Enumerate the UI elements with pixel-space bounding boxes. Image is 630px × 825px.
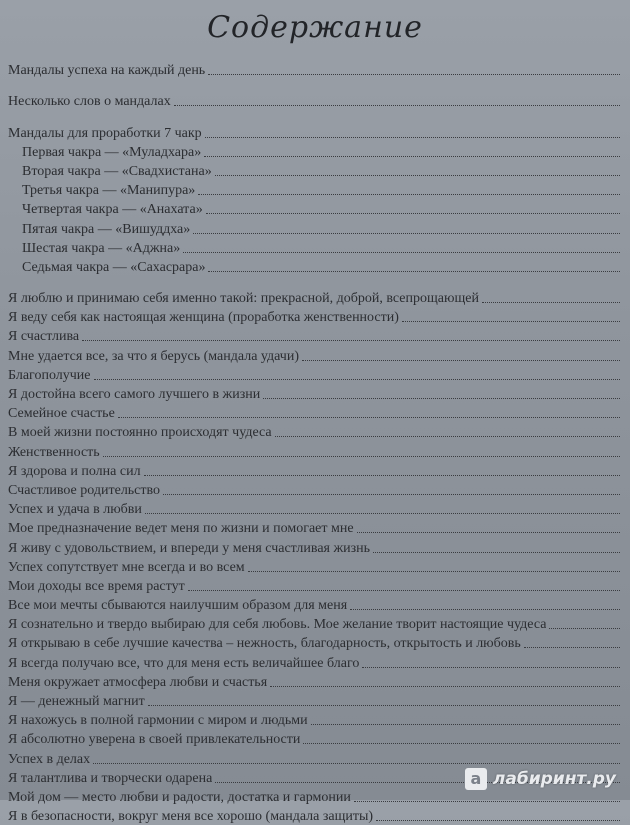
toc-entry (8, 557, 620, 576)
dotted-leader (198, 194, 620, 195)
toc-entry (8, 257, 620, 276)
toc-entry-label: Семейное счастье (8, 406, 115, 422)
dotted-leader (144, 475, 620, 476)
toc-entry (8, 307, 620, 326)
toc-entry (8, 595, 620, 614)
toc-entry (8, 288, 620, 307)
toc-entry-label: Я веду себя как настоящая женщина (проработка женственности) (8, 310, 399, 326)
toc-entry-label: Мое предназначение ведет меня по жизни и помогает мне (8, 521, 354, 537)
toc-entry-label: Я сознательно и твердо выбираю для себя любовь. Мое желание творит настоящие чудеса (8, 617, 547, 633)
dotted-leader (549, 628, 620, 629)
dotted-leader (376, 820, 620, 821)
dotted-leader (263, 398, 620, 399)
toc-entry (8, 199, 620, 218)
dotted-leader (118, 417, 620, 418)
dotted-leader (270, 686, 620, 687)
toc-entry (8, 365, 620, 384)
toc-entry (8, 672, 620, 691)
toc-entry-label: Я талантлива и творчески одарена (8, 770, 213, 786)
toc-entry-label: Мой дом — место любви и радости, достатка и гармонии (8, 789, 351, 805)
dotted-leader (145, 513, 620, 514)
toc-entry-label: Несколько слов о мандалах (8, 94, 171, 110)
toc-entry-label: Шестая чакра — «Аджна» (22, 240, 181, 256)
dotted-leader (248, 571, 620, 572)
toc-entry-label: Мандалы успеха на каждый день (8, 63, 206, 79)
toc-entry-label: Пятая чакра — «Вишуддха» (22, 221, 191, 237)
toc-entry-label: Четвертая чакра — «Анахата» (22, 202, 203, 218)
dotted-leader (208, 74, 620, 75)
dotted-leader (82, 340, 620, 341)
toc-entry (8, 91, 620, 110)
watermark-text: лабиринт.ру (492, 769, 616, 789)
watermark (465, 768, 616, 790)
toc-entry-label: Женственность (8, 444, 100, 460)
toc-entry-label: Я здорова и полна сил (8, 463, 141, 479)
toc-entry-label: Успех в делах (8, 751, 91, 767)
dotted-leader (311, 724, 620, 725)
toc-entry (8, 218, 620, 237)
table-of-contents (8, 60, 620, 825)
dotted-leader (357, 532, 620, 533)
toc-entry-label: Все мои мечты сбываются наилучшим образом для меня (8, 598, 348, 614)
dotted-leader (303, 743, 620, 744)
dotted-leader (94, 379, 621, 380)
toc-entry (8, 518, 620, 537)
toc-entry (8, 614, 620, 633)
toc-entry-label: Я счастлива (8, 329, 80, 345)
toc-entry (8, 142, 620, 161)
toc-entry (8, 238, 620, 257)
dotted-leader (354, 801, 620, 802)
toc-entry (8, 806, 620, 825)
toc-entry-label: Третья чакра — «Манипура» (22, 183, 196, 199)
toc-entry-label: Седьмая чакра — «Сахасрара» (22, 259, 206, 275)
dotted-leader (205, 137, 620, 138)
toc-entry-label: Я открываю в себе лучшие качества – нежность, благодарность, открытость и любовь (8, 636, 521, 652)
dotted-leader (362, 667, 620, 668)
dotted-leader (482, 302, 620, 303)
toc-entry (8, 633, 620, 652)
toc-entry (8, 729, 620, 748)
toc-entry-label: Я абсолютно уверена в своей привлекательности (8, 732, 301, 748)
toc-entry (8, 461, 620, 480)
dotted-leader (215, 175, 620, 176)
toc-entry-label: Я — денежный магнит (8, 694, 145, 709)
toc-entry (8, 441, 620, 460)
dotted-leader (188, 590, 620, 591)
toc-entry-label: Я нахожусь в полной гармонии с миром и людьми (8, 713, 308, 729)
dotted-leader (103, 456, 620, 457)
dotted-leader (93, 763, 620, 764)
dotted-leader (524, 647, 620, 648)
toc-entry-label: Я в безопасности, вокруг меня все хорошо (мандала защиты) (8, 809, 374, 825)
toc-entry (8, 180, 620, 199)
toc-entry (8, 480, 620, 499)
dotted-leader (174, 105, 620, 106)
page-title: Содержание (207, 10, 423, 45)
toc-entry (8, 576, 620, 595)
toc-entry (8, 748, 620, 767)
toc-entry-label: Мне удается все, за что я берусь (мандала удачи) (8, 348, 299, 364)
toc-entry-label: Благополучие (8, 367, 91, 383)
dotted-leader (163, 494, 620, 495)
toc-entry-label: Я всегда получаю все, что для меня есть величайшее благо (8, 655, 360, 671)
dotted-leader (275, 436, 620, 437)
toc-entry-label: Первая чакра — «Муладхара» (22, 144, 202, 160)
dotted-leader (206, 213, 620, 214)
toc-entry-label: Меня окружает атмосфера любви и счастья (8, 674, 268, 690)
dotted-leader (350, 609, 620, 610)
dotted-leader (402, 321, 620, 322)
toc-entry-label: Вторая чакра — «Свадхистана» (22, 163, 212, 179)
toc-entry-label: Успех сопутствует мне всегда и во всем (8, 559, 245, 575)
toc-entry-label: Я живу с удовольствием, и впереди у меня счастливая жизнь (8, 540, 371, 556)
toc-entry (8, 652, 620, 671)
toc-entry-label: Я достойна всего самого лучшего в жизни (8, 387, 261, 402)
toc-entry (8, 499, 620, 518)
dotted-leader (373, 552, 620, 553)
toc-entry (8, 60, 620, 79)
dotted-leader (193, 233, 620, 234)
toc-entry (8, 403, 620, 422)
toc-entry (8, 161, 620, 180)
toc-entry (8, 384, 620, 403)
toc-entry-label: Я люблю и принимаю себя именно такой: прекрасной, доброй, всепрощающей (8, 291, 479, 307)
toc-entry (8, 537, 620, 556)
toc-entry (8, 710, 620, 729)
toc-entry (8, 345, 620, 364)
toc-entry-label: Мои доходы все время растут (8, 578, 185, 594)
dotted-leader (208, 271, 620, 272)
toc-entry-label: Счастливое родительство (8, 482, 161, 498)
toc-entry (8, 326, 620, 345)
toc-entry (8, 122, 620, 141)
toc-entry-label: Успех и удача в любви (8, 502, 142, 518)
toc-entry (8, 422, 620, 441)
dotted-leader (183, 252, 620, 253)
toc-entry (8, 691, 620, 710)
dotted-leader (148, 705, 620, 706)
dotted-leader (302, 360, 620, 361)
toc-entry-label: В моей жизни постоянно происходят чудеса (8, 425, 272, 441)
labirint-logo-icon: a (465, 768, 487, 790)
toc-entry-label: Мандалы для проработки 7 чакр (8, 125, 202, 141)
dotted-leader (204, 156, 620, 157)
